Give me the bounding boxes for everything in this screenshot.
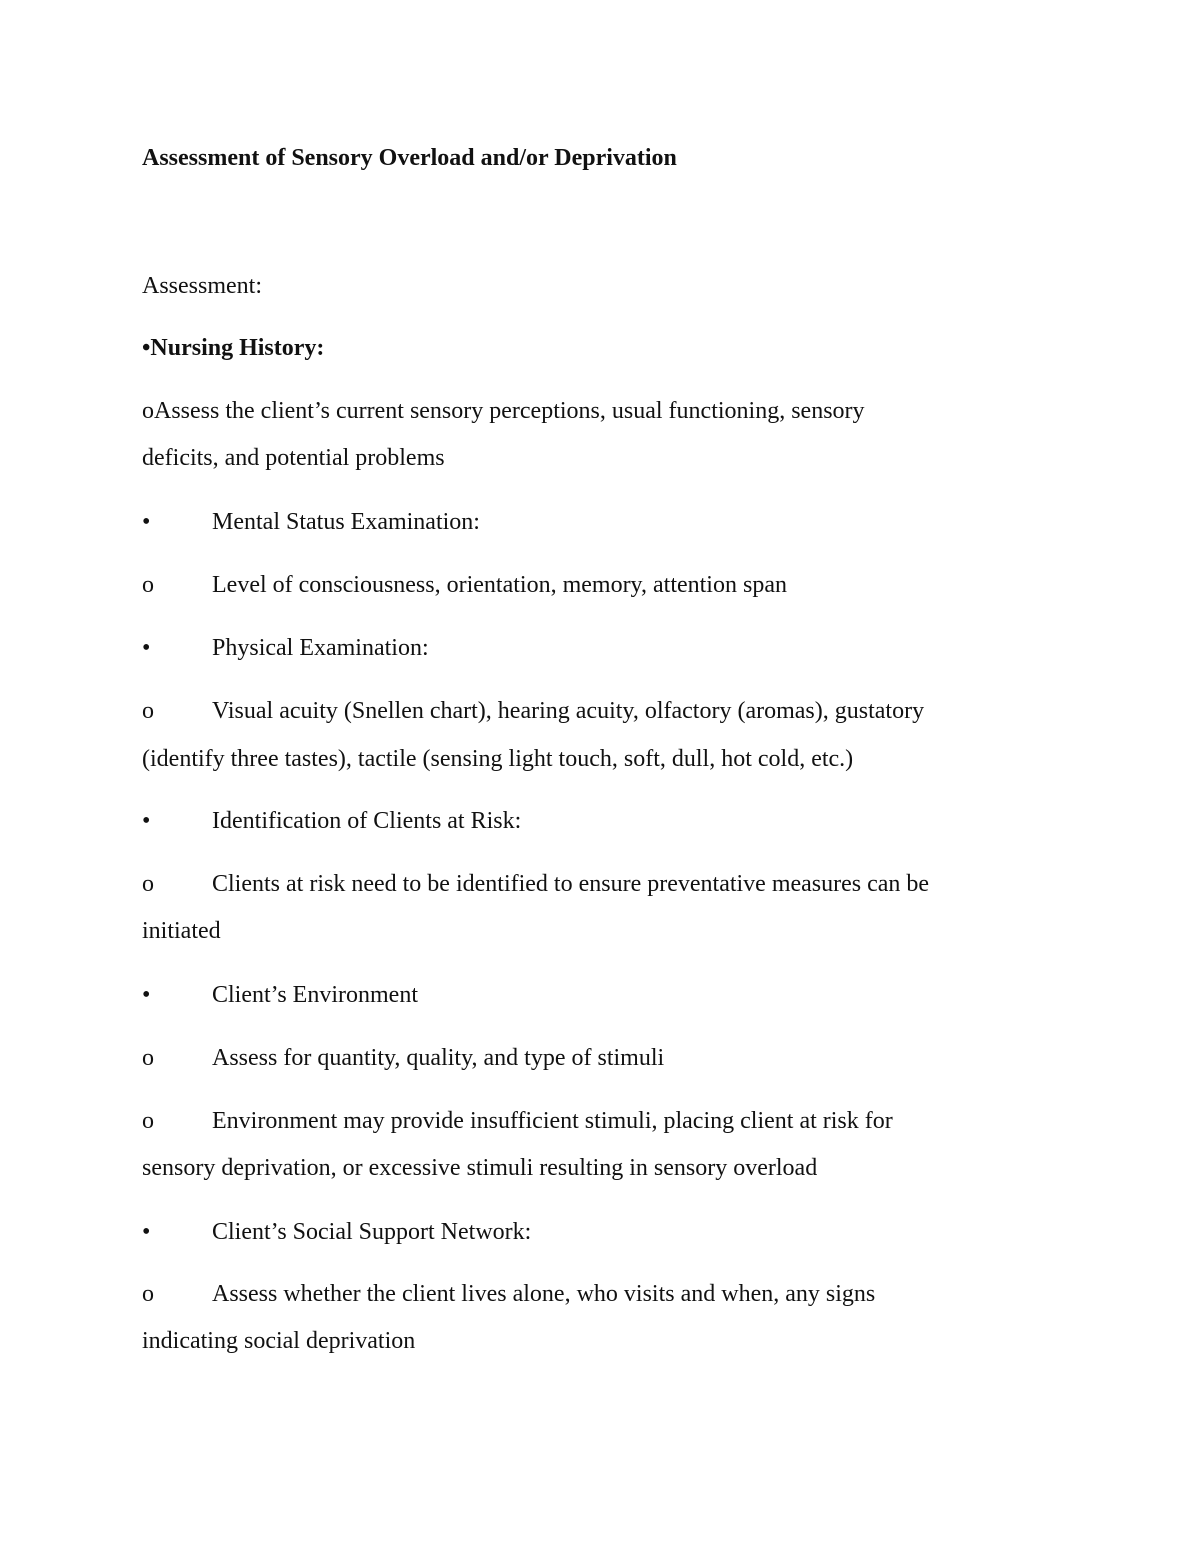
nursing-history-text-line-1 bbox=[142, 395, 865, 427]
list-item-continuation: indicating social deprivation bbox=[142, 1328, 416, 1354]
list-item: Mental Status Examination: bbox=[212, 509, 480, 535]
list-item: Assess whether the client lives alone, who visits and when, any signs bbox=[212, 1281, 876, 1307]
nursing-history-text: Assess the client’s current sensory perceptions, usual functioning, sensory bbox=[154, 398, 865, 424]
list-marker: o bbox=[142, 572, 154, 598]
list-marker: o bbox=[142, 871, 154, 897]
list-marker: o bbox=[142, 1281, 154, 1307]
list-item: Environment may provide insufficient stimuli, placing client at risk for bbox=[212, 1108, 893, 1134]
nursing-history-text-line-2: deficits, and potential problems bbox=[142, 445, 445, 471]
list-item: Assess for quantity, quality, and type of stimuli bbox=[212, 1045, 665, 1071]
list-item-continuation: initiated bbox=[142, 918, 221, 944]
document-title: Assessment of Sensory Overload and/or Deprivation bbox=[142, 145, 677, 171]
nursing-history-label: Nursing History: bbox=[150, 335, 325, 361]
list-marker: o bbox=[142, 698, 154, 724]
list-marker: • bbox=[142, 982, 151, 1008]
list-marker: • bbox=[142, 509, 151, 535]
list-marker: • bbox=[142, 635, 151, 661]
list-marker: • bbox=[142, 808, 151, 834]
list-item: Client’s Social Support Network: bbox=[212, 1219, 532, 1245]
list-marker: o bbox=[142, 1108, 154, 1134]
list-item: Client’s Environment bbox=[212, 982, 418, 1008]
list-marker: • bbox=[142, 1219, 151, 1245]
nursing-history-heading bbox=[142, 332, 324, 364]
bullet-marker: • bbox=[142, 335, 151, 361]
assessment-label: Assessment: bbox=[142, 273, 262, 299]
list-item: Visual acuity (Snellen chart), hearing acuity, olfactory (aromas), gustatory bbox=[212, 698, 925, 724]
list-item-continuation: (identify three tastes), tactile (sensing light touch, soft, dull, hot cold, etc.) bbox=[142, 746, 854, 772]
list-item: Identification of Clients at Risk: bbox=[212, 808, 522, 834]
list-item: Level of consciousness, orientation, memory, attention span bbox=[212, 572, 787, 598]
list-item: Clients at risk need to be identified to ensure preventative measures can be bbox=[212, 871, 930, 897]
list-item: Physical Examination: bbox=[212, 635, 429, 661]
list-item-continuation: sensory deprivation, or excessive stimuli resulting in sensory overload bbox=[142, 1155, 818, 1181]
sub-marker: o bbox=[142, 398, 154, 424]
list-marker: o bbox=[142, 1045, 154, 1071]
